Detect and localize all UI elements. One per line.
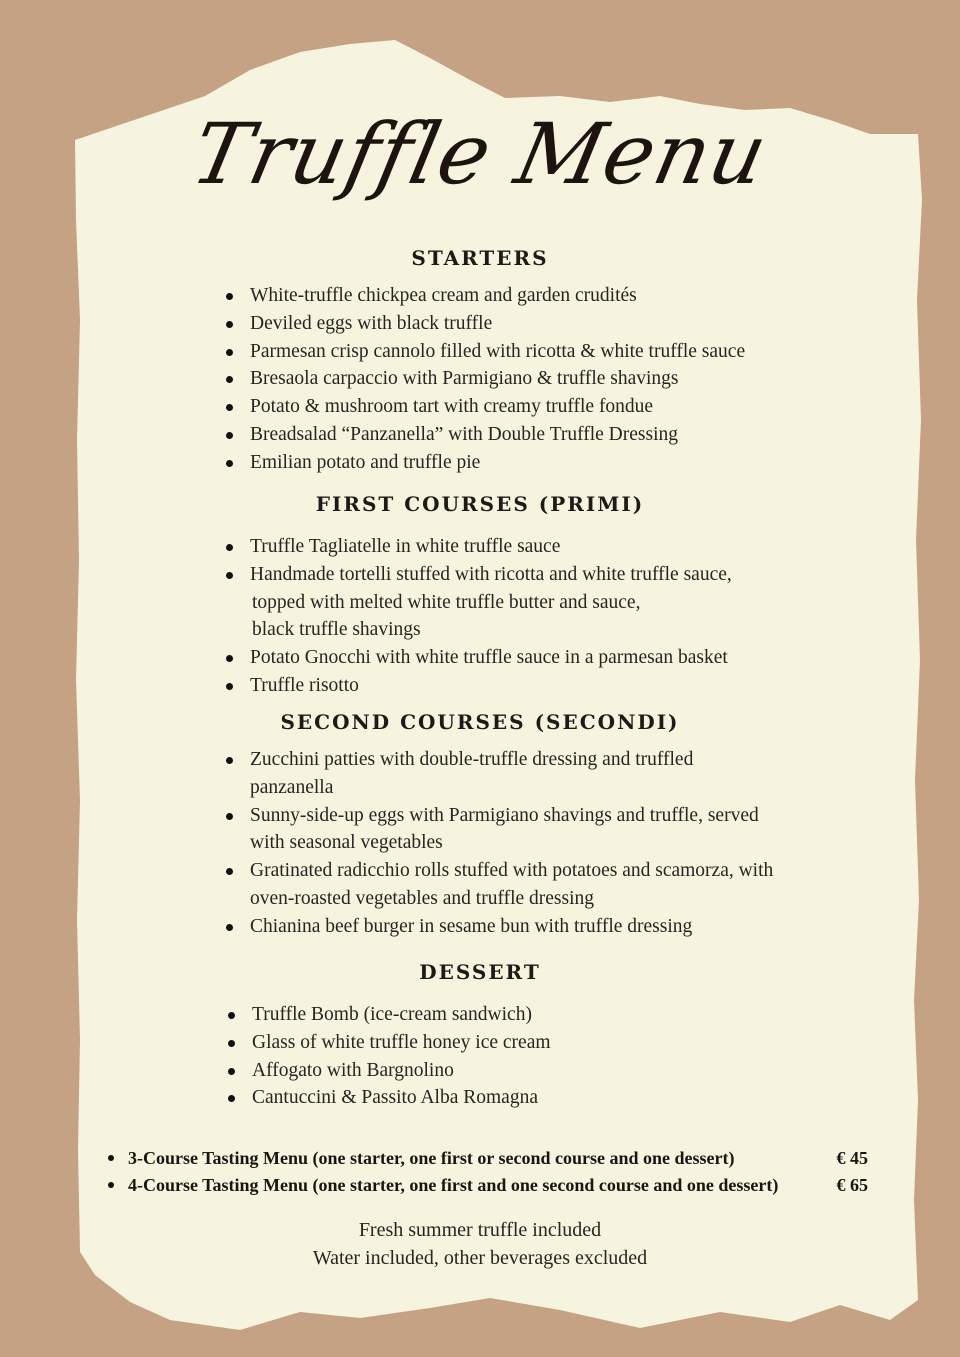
- list-item: Truffle Tagliatelle in white truffle sauce: [226, 533, 732, 561]
- list-item: Potato Gnocchi with white truffle sauce in a parmesan basket: [226, 644, 732, 672]
- section-heading-second-courses: SECOND COURSES (SECONDI): [280, 710, 680, 734]
- tasting-menu-label: 4-Course Tasting Menu (one starter, one first and one second course and one dessert): [128, 1175, 779, 1195]
- tasting-menu-list: [108, 1145, 868, 1199]
- list-item: Glass of white truffle honey ice cream: [228, 1029, 551, 1057]
- list-item: Potato & mushroom tart with creamy truffle fondue: [226, 393, 745, 421]
- tasting-menu-item: [108, 1172, 868, 1199]
- first-courses-list: [226, 533, 732, 700]
- tasting-menu-item: [108, 1145, 868, 1172]
- note-truffle-included: Fresh summer truffle included: [358, 1219, 602, 1241]
- list-item: Truffle risotto: [226, 672, 732, 700]
- list-item-continuation: oven-roasted vegetables and truffle dressing: [250, 887, 595, 909]
- list-item: Sunny-side-up eggs with Parmigiano shavings and truffle, served: [226, 802, 773, 830]
- list-item: Gratinated radicchio rolls stuffed with potatoes and scamorza, with: [226, 857, 773, 885]
- section-heading-dessert: DESSERT: [419, 960, 541, 984]
- list-item: Breadsalad “Panzanella” with Double Truffle Dressing: [226, 421, 745, 449]
- tasting-menu-price: € 45: [836, 1148, 868, 1168]
- list-item: Cantuccini & Passito Alba Romagna: [228, 1084, 551, 1112]
- list-item: Bresaola carpaccio with Parmigiano & truffle shavings: [226, 365, 745, 393]
- list-item-continuation: panzanella: [250, 776, 334, 798]
- list-item: Handmade tortelli stuffed with ricotta and white truffle sauce,: [226, 561, 732, 589]
- list-item: Truffle Bomb (ice-cream sandwich): [228, 1001, 551, 1029]
- note-beverages: Water included, other beverages excluded: [312, 1247, 648, 1269]
- tasting-menu-label: 3-Course Tasting Menu (one starter, one first or second course and one dessert): [128, 1148, 735, 1168]
- starters-list: [226, 282, 745, 477]
- section-heading-starters: STARTERS: [411, 246, 549, 270]
- menu-title: Truffle Menu: [183, 105, 777, 203]
- list-item-continuation: black truffle shavings: [252, 619, 421, 641]
- list-item-continuation: topped with melted white truffle butter and sauce,: [252, 591, 641, 613]
- section-heading-first-courses: FIRST COURSES (PRIMI): [315, 492, 645, 516]
- tasting-menu-price: € 65: [836, 1175, 868, 1195]
- list-item: Parmesan crisp cannolo filled with ricotta & white truffle sauce: [226, 338, 745, 366]
- list-item: Affogato with Bargnolino: [228, 1057, 551, 1085]
- list-item: Zucchini patties with double-truffle dressing and truffled: [226, 746, 773, 774]
- list-item: Deviled eggs with black truffle: [226, 310, 745, 338]
- list-item-continuation: with seasonal vegetables: [250, 832, 443, 854]
- list-item: White-truffle chickpea cream and garden crudités: [226, 282, 745, 310]
- dessert-list: [228, 1001, 551, 1112]
- list-item: Chianina beef burger in sesame bun with truffle dressing: [226, 913, 773, 941]
- list-item: Emilian potato and truffle pie: [226, 449, 745, 477]
- second-courses-list: [226, 746, 773, 941]
